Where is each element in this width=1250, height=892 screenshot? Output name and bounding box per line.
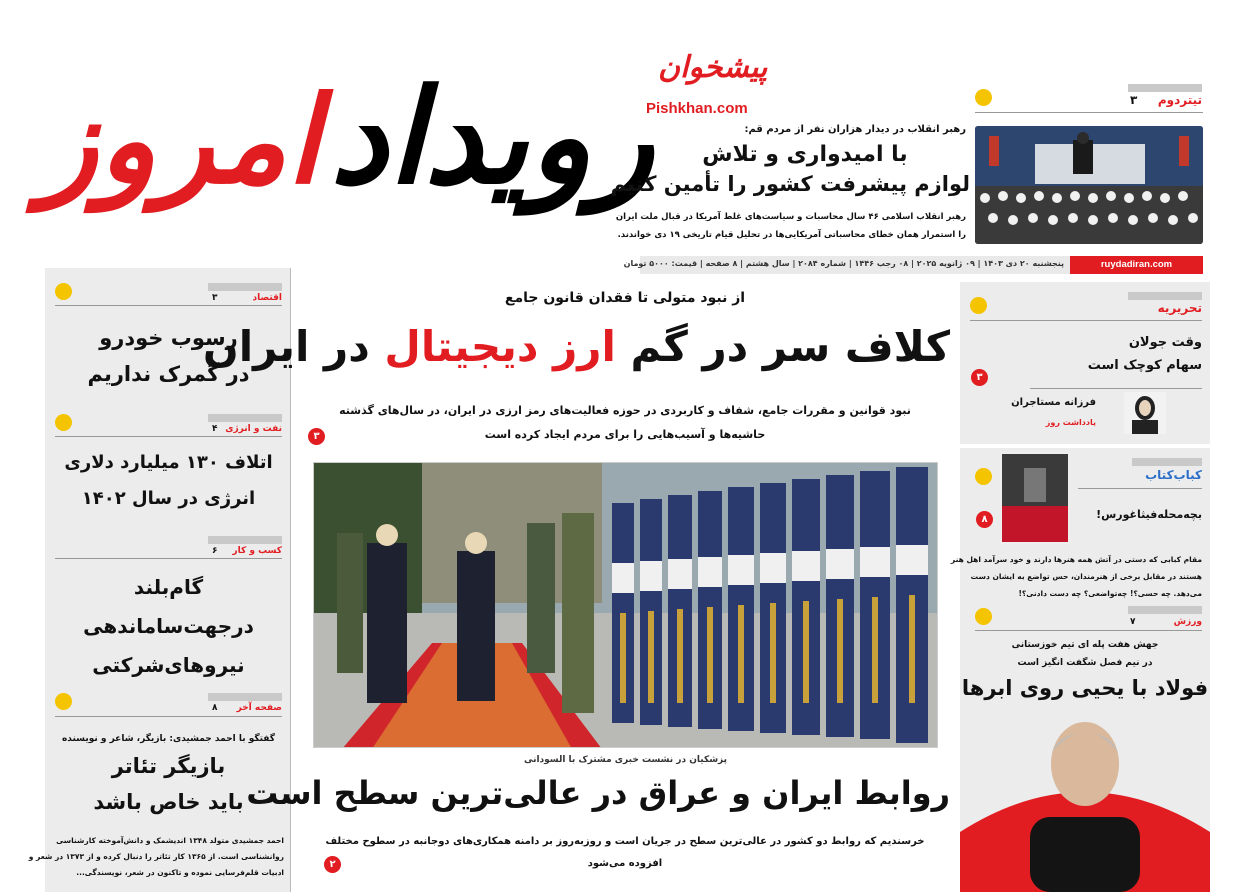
left-item-3-bar xyxy=(208,536,282,544)
lead-headline-red: ارز دیجیتال xyxy=(384,322,616,371)
photo-caption: پزشکیان در نشست خبری مشترک با السودانی xyxy=(523,755,728,765)
masthead-title-black: رویداد xyxy=(330,60,654,213)
pishkhan-logo-fa: پیشخوان xyxy=(658,50,768,85)
lead-summary-2: حاشیه‌ها و آسیب‌هایی را برای مردم ایجاد کرده است xyxy=(484,428,766,441)
book-title: بچه‌محله‌فیثاغورس! xyxy=(1096,508,1202,521)
left-item-2-label: نفت و انرژی xyxy=(225,424,282,434)
coach-photo xyxy=(960,712,1210,892)
titrdoom-page: ۳ xyxy=(1130,93,1138,107)
photo-story-headline: روابط ایران و عراق در عالی‌ترین سطح است xyxy=(246,774,950,812)
left-item-1-bar xyxy=(208,283,282,291)
left-item-2-bar xyxy=(208,414,282,422)
left-item-3-page: ۶ xyxy=(212,546,218,556)
back-page-rule xyxy=(55,716,282,717)
book-cover xyxy=(1000,452,1070,544)
top-story-summary-1: رهبر انقلاب اسلامی ۴۶ سال محاسبات و سیاست‌های غلط آمریکا در قبال ملت ایران xyxy=(615,212,966,222)
top-story-summary-2: را استمرار همان خطای محاسباتی آمریکایی‌ها در تحلیل قیام تاریخی ۱۹ دی خواندند. xyxy=(617,230,966,240)
left-item-3-label: کسب و کار xyxy=(232,546,282,556)
sport-page: ۷ xyxy=(1130,617,1136,627)
left-item-1-line1: رسوب خودرو xyxy=(99,326,238,350)
back-page-dot xyxy=(55,693,72,710)
titrdoom-rule xyxy=(975,112,1203,113)
editorial-dot xyxy=(970,297,987,314)
top-story-headline-2: لوازم پیشرفت کشور را تأمین کنیم xyxy=(610,172,970,196)
photo-story-page-badge: ۲ xyxy=(324,856,341,873)
book-body-3: می‌دهد. چه حسی؟! چه‌تواضعی؟ چه دست دادنی؟! xyxy=(1018,589,1202,598)
photo-story-summary-2: افزوده می‌شود xyxy=(587,858,663,869)
book-body-2: هستند در مقابل برخی از هنرمندان، حس تواضع به ایشان دست xyxy=(970,572,1202,581)
book-label: کباب‌کتاب xyxy=(1145,468,1202,482)
left-item-3-line1: گام‌بلند xyxy=(133,575,204,599)
editorial-title-1: وقت جولان xyxy=(1128,335,1202,350)
left-item-3-rule xyxy=(55,558,282,559)
book-rule xyxy=(1078,488,1202,489)
sport-kicker-1: جهش هفت پله ای تیم خوزستانی xyxy=(1011,640,1159,650)
back-page-kicker: گفتگو با احمد جمشیدی: بازیگر، شاعر و نویسنده xyxy=(61,734,276,744)
lead-headline-b: در ایران xyxy=(202,322,370,371)
back-page-body-1: احمد جمشیدی متولد ۱۳۴۸ اندیشمک و دانش‌آموخته کارشناسی xyxy=(56,836,284,845)
honor-guard-photo xyxy=(313,463,937,748)
left-item-1-rule xyxy=(55,305,282,306)
lead-summary-1: نبود قوانین و مقررات جامع، شفاف و کاربردی در حوزه فعالیت‌های رمز ارزی در ایران، در سال‌های گذشته xyxy=(339,404,911,417)
lead-headline xyxy=(202,322,950,371)
back-page-body-3: ادبیات قلم‌فرسایی نموده و تاکنون در شعر، نویسندگی... xyxy=(76,868,284,877)
top-story xyxy=(610,118,970,258)
titrdoom-bar xyxy=(1128,84,1202,92)
left-item-2-line1: اتلاف ۱۳۰ میلیارد دلاری xyxy=(64,452,273,473)
dateline-text: پنجشنبه ۲۰ دی ۱۴۰۳ | ۰۹ ژانویه ۲۰۲۵ | ۰۸ رجب ۱۴۴۶ | شماره ۲۰۸۴ | سال هشتم | ۸ صفحه | قیمت: ۵۰۰۰ تومان xyxy=(623,259,1064,268)
editorial-page-badge: ۳ xyxy=(971,369,988,386)
left-item-3-line3: نیروهای‌شرکتی xyxy=(92,653,245,677)
lead-photo xyxy=(313,462,938,748)
left-item-1-dot xyxy=(55,283,72,300)
left-item-3-line2: درجهت‌ساماندهی xyxy=(83,614,254,638)
pishkhan-logo-en: Pishkhan.com xyxy=(646,100,748,117)
back-page-line2: باید خاص باشد xyxy=(93,790,244,814)
dateline-band xyxy=(623,256,1070,274)
back-page-bar xyxy=(208,693,282,701)
sport-rule xyxy=(975,630,1202,631)
masthead xyxy=(40,40,654,280)
photo-story-summary-1: خرسندیم که روابط دو کشور در عالی‌ترین سطح در جریان است و روزبه‌روز بر دامنه همکاری‌های دوجانبه در سطوح مختلف xyxy=(325,836,925,847)
site-band xyxy=(1070,256,1203,274)
lead-page-badge: ۳ xyxy=(308,428,325,445)
editorial-author: فرزانه مستاجران xyxy=(1011,397,1096,408)
editorial-title-2: سهام کوچک است xyxy=(1087,358,1202,373)
lead-headline-a: کلاف سر در گم xyxy=(630,322,950,371)
left-item-2-dot xyxy=(55,414,72,431)
book-dot xyxy=(975,468,992,485)
back-page-page: ۸ xyxy=(212,703,218,713)
left-item-1-page: ۳ xyxy=(212,293,218,303)
masthead-title-red: امروز xyxy=(40,70,320,211)
sport-label: ورزش xyxy=(1173,617,1202,627)
sport-kicker-2: در نیم فصل شگفت انگیز است xyxy=(1017,658,1153,668)
left-item-2-page: ۴ xyxy=(212,424,218,434)
top-story-kicker: رهبر انقلاب در دیدار هزاران نفر از مردم قم: xyxy=(744,124,966,135)
editorial-label: تحریریه xyxy=(1157,301,1202,315)
book-section-bg xyxy=(960,444,1210,448)
back-page-body-2: روانشناسی است. از ۱۳۶۵ کار تئاتر را دنبال کرده و از ۱۳۷۳ در شعر و xyxy=(28,852,284,861)
book-bar xyxy=(1132,458,1202,466)
titrdoom-photo xyxy=(975,126,1203,244)
editorial-rule-2 xyxy=(1030,388,1202,389)
left-item-2-rule xyxy=(55,436,282,437)
book-body-1: مقام کبابی که دستی در آتش همه هنرها دارند و خود سرآمد اهل هنر xyxy=(950,555,1202,564)
titrdoom-dot xyxy=(975,89,992,106)
top-story-headline-1: با امیدواری و تلاش xyxy=(702,142,908,167)
sport-headline: فولاد با یحیی روی ابرها xyxy=(961,676,1209,700)
editorial-note: یادداشت روز xyxy=(1045,418,1096,427)
back-page-line1: بازیگر تئاتر xyxy=(111,754,226,778)
titrdoom-label: تیتردوم xyxy=(1157,93,1202,107)
left-item-1-line2: در گمرک نداریم xyxy=(87,362,250,386)
sport-photo xyxy=(960,712,1210,892)
lead-kicker: از نبود متولی تا فقدان قانون جامع xyxy=(504,290,746,306)
author-avatar xyxy=(1124,392,1166,434)
sport-bar xyxy=(1128,606,1202,614)
sport-dot xyxy=(975,608,992,625)
editorial-rule xyxy=(970,320,1202,321)
editorial-bar xyxy=(1128,292,1202,300)
site-url: ruydadiran.com xyxy=(1100,259,1173,270)
book-page-badge: ۸ xyxy=(976,511,993,528)
audience-photo xyxy=(975,126,1203,244)
left-item-1-label: اقتصاد xyxy=(252,293,282,303)
left-item-2-line2: انرژی در سال ۱۴۰۲ xyxy=(81,488,256,509)
back-page-label: صفحه آخر xyxy=(236,703,282,713)
